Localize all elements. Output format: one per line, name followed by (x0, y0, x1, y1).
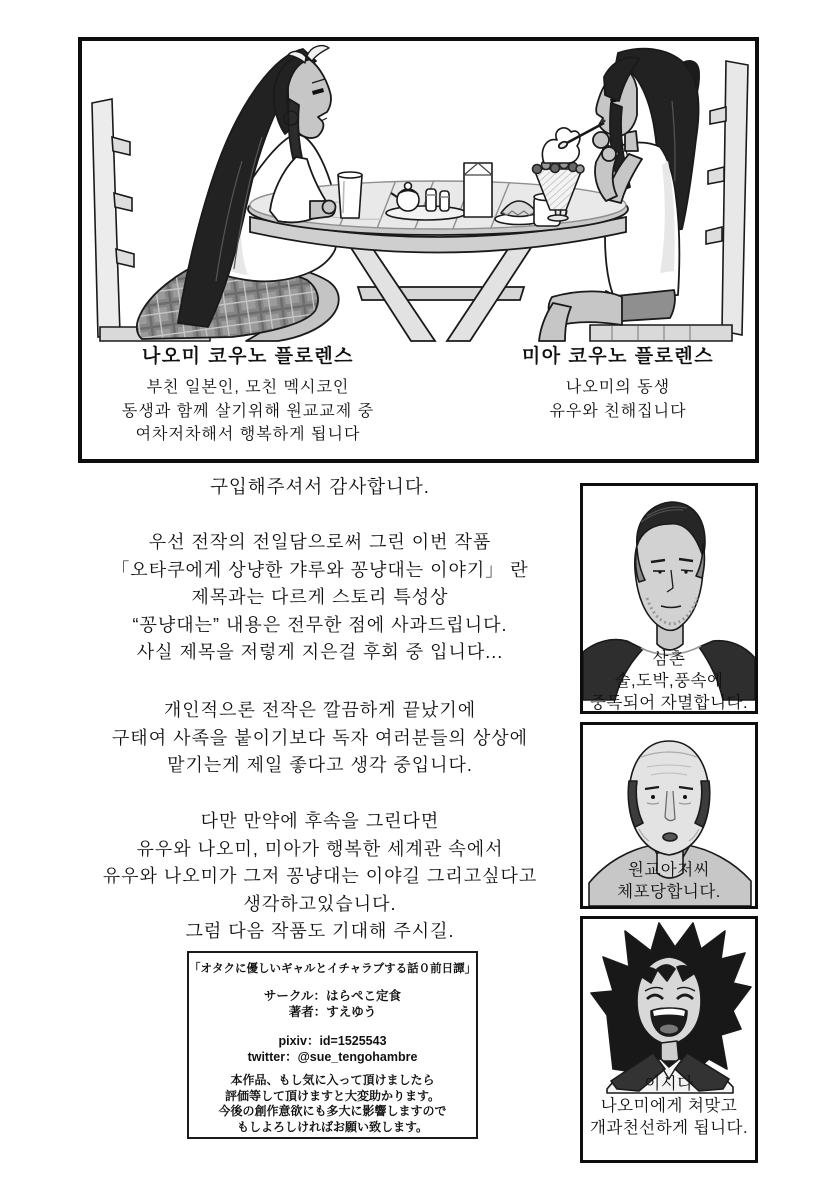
intro-panel (78, 37, 759, 463)
character-caption-naomi (98, 341, 398, 447)
character-desc-line: 나오미의 동생 (565, 379, 671, 396)
portrait-ishida (580, 916, 758, 1163)
cafe-illustration (82, 41, 755, 343)
afterword-line: 구태여 사족을 붙이기보다 독자 여러분들의 상상에 (111, 727, 529, 748)
portrait-caption-line: 원교아저씨 (627, 861, 711, 879)
portrait-enjo-ojisan (580, 722, 758, 909)
character-desc-line: 여차저차해서 행복하게 됩니다 (135, 426, 361, 443)
portrait-caption (583, 1073, 755, 1139)
afterword-paragraph-2 (40, 697, 600, 780)
request-note-line: もしよろしければお願い致します。 (236, 1119, 429, 1134)
portrait-caption-line: 술,도박,풍속에 (614, 672, 724, 690)
request-note (189, 1073, 476, 1135)
afterword-line: 다만 만약에 후속을 그린다면 (200, 811, 440, 831)
afterword-line: 제목과는 다르게 스토리 특성상 (191, 587, 449, 607)
portrait-caption-line: 중독되어 자멸합니다. (589, 694, 749, 712)
portrait-caption-line: 체포당합니다. (617, 883, 721, 901)
portrait-caption-line: 개과천선하게 됩니다. (589, 1119, 749, 1137)
afterword-line: 개인적으론 전작은 깔끔하게 끝났기에 (163, 700, 477, 720)
circle-name: サークル：はらぺこ定食 (263, 989, 402, 1003)
portrait-uncle (580, 483, 758, 714)
request-note-line: 今後の創作意欲にも多大に影響しますので (218, 1104, 447, 1118)
character-caption-mia (468, 341, 768, 424)
portrait-caption (583, 648, 755, 714)
request-note-line: 評価等して頂けますと大変助かります。 (224, 1088, 441, 1103)
afterword-line: 유우와 나오미, 미아가 행복한 세계관 속에서 (136, 838, 504, 859)
pixiv-id: pixiv：id=1525543 (278, 1034, 387, 1048)
author-name: 著者：すえゆう (288, 1005, 377, 1019)
drinking-glass (338, 172, 362, 218)
character-desc-line: 유우와 친해집니다 (549, 403, 687, 420)
afterword-line: 생각하고있습니다. (243, 893, 397, 914)
afterword-line: 유우와 나오미가 그저 꽁냥대는 이야길 그리고싶다고 (102, 866, 538, 886)
portrait-caption-line: 이시다 (644, 1075, 694, 1093)
character-desc-line: 부친 일본인, 모친 멕시코인 (146, 379, 350, 396)
afterword-line: “꽁냥대는” 내용은 전무한 점에 사과드립니다. (132, 614, 508, 635)
afterword-line: 「오타쿠에게 상냥한 갸루와 꽁냥대는 이야기」 란 (111, 559, 529, 580)
afterword-line: 우선 전작의 전일담으로써 그린 이번 작품 (148, 532, 492, 552)
portrait-caption (583, 859, 755, 903)
thanks-line: 구입해주셔서 감사합니다. (210, 476, 430, 497)
afterword-line: 사실 제목을 저렇게 지은걸 후회 중 입니다... (136, 642, 504, 662)
portrait-caption-line: 삼촌 (652, 650, 686, 668)
credits-box (187, 951, 478, 1139)
character-desc-line: 동생과 함께 살기위해 원교교제 중 (121, 402, 375, 420)
afterword-line: 그럼 다음 작품도 기대해 주시길. (185, 921, 455, 941)
afterword-line: 맡기는게 제일 좋다고 생각 중입니다. (167, 755, 473, 775)
afterword-paragraph-1 (40, 529, 600, 667)
work-title: 「オタクに優しいギャルとイチャラブする話０前日譚」 (189, 963, 477, 975)
menu-carton (464, 163, 492, 217)
request-note-line: 本作品、もし気に入って頂けましたら (230, 1073, 435, 1087)
portrait-caption-line: 나오미에게 쳐맞고 (600, 1097, 738, 1115)
twitter-handle: twitter：@sue_tengohambre (247, 1050, 418, 1064)
afterword-paragraph-3 (40, 808, 600, 946)
character-name: 나오미 코우노 플로렌스 (141, 346, 355, 367)
character-name: 미아 코우노 플로렌스 (521, 346, 715, 367)
